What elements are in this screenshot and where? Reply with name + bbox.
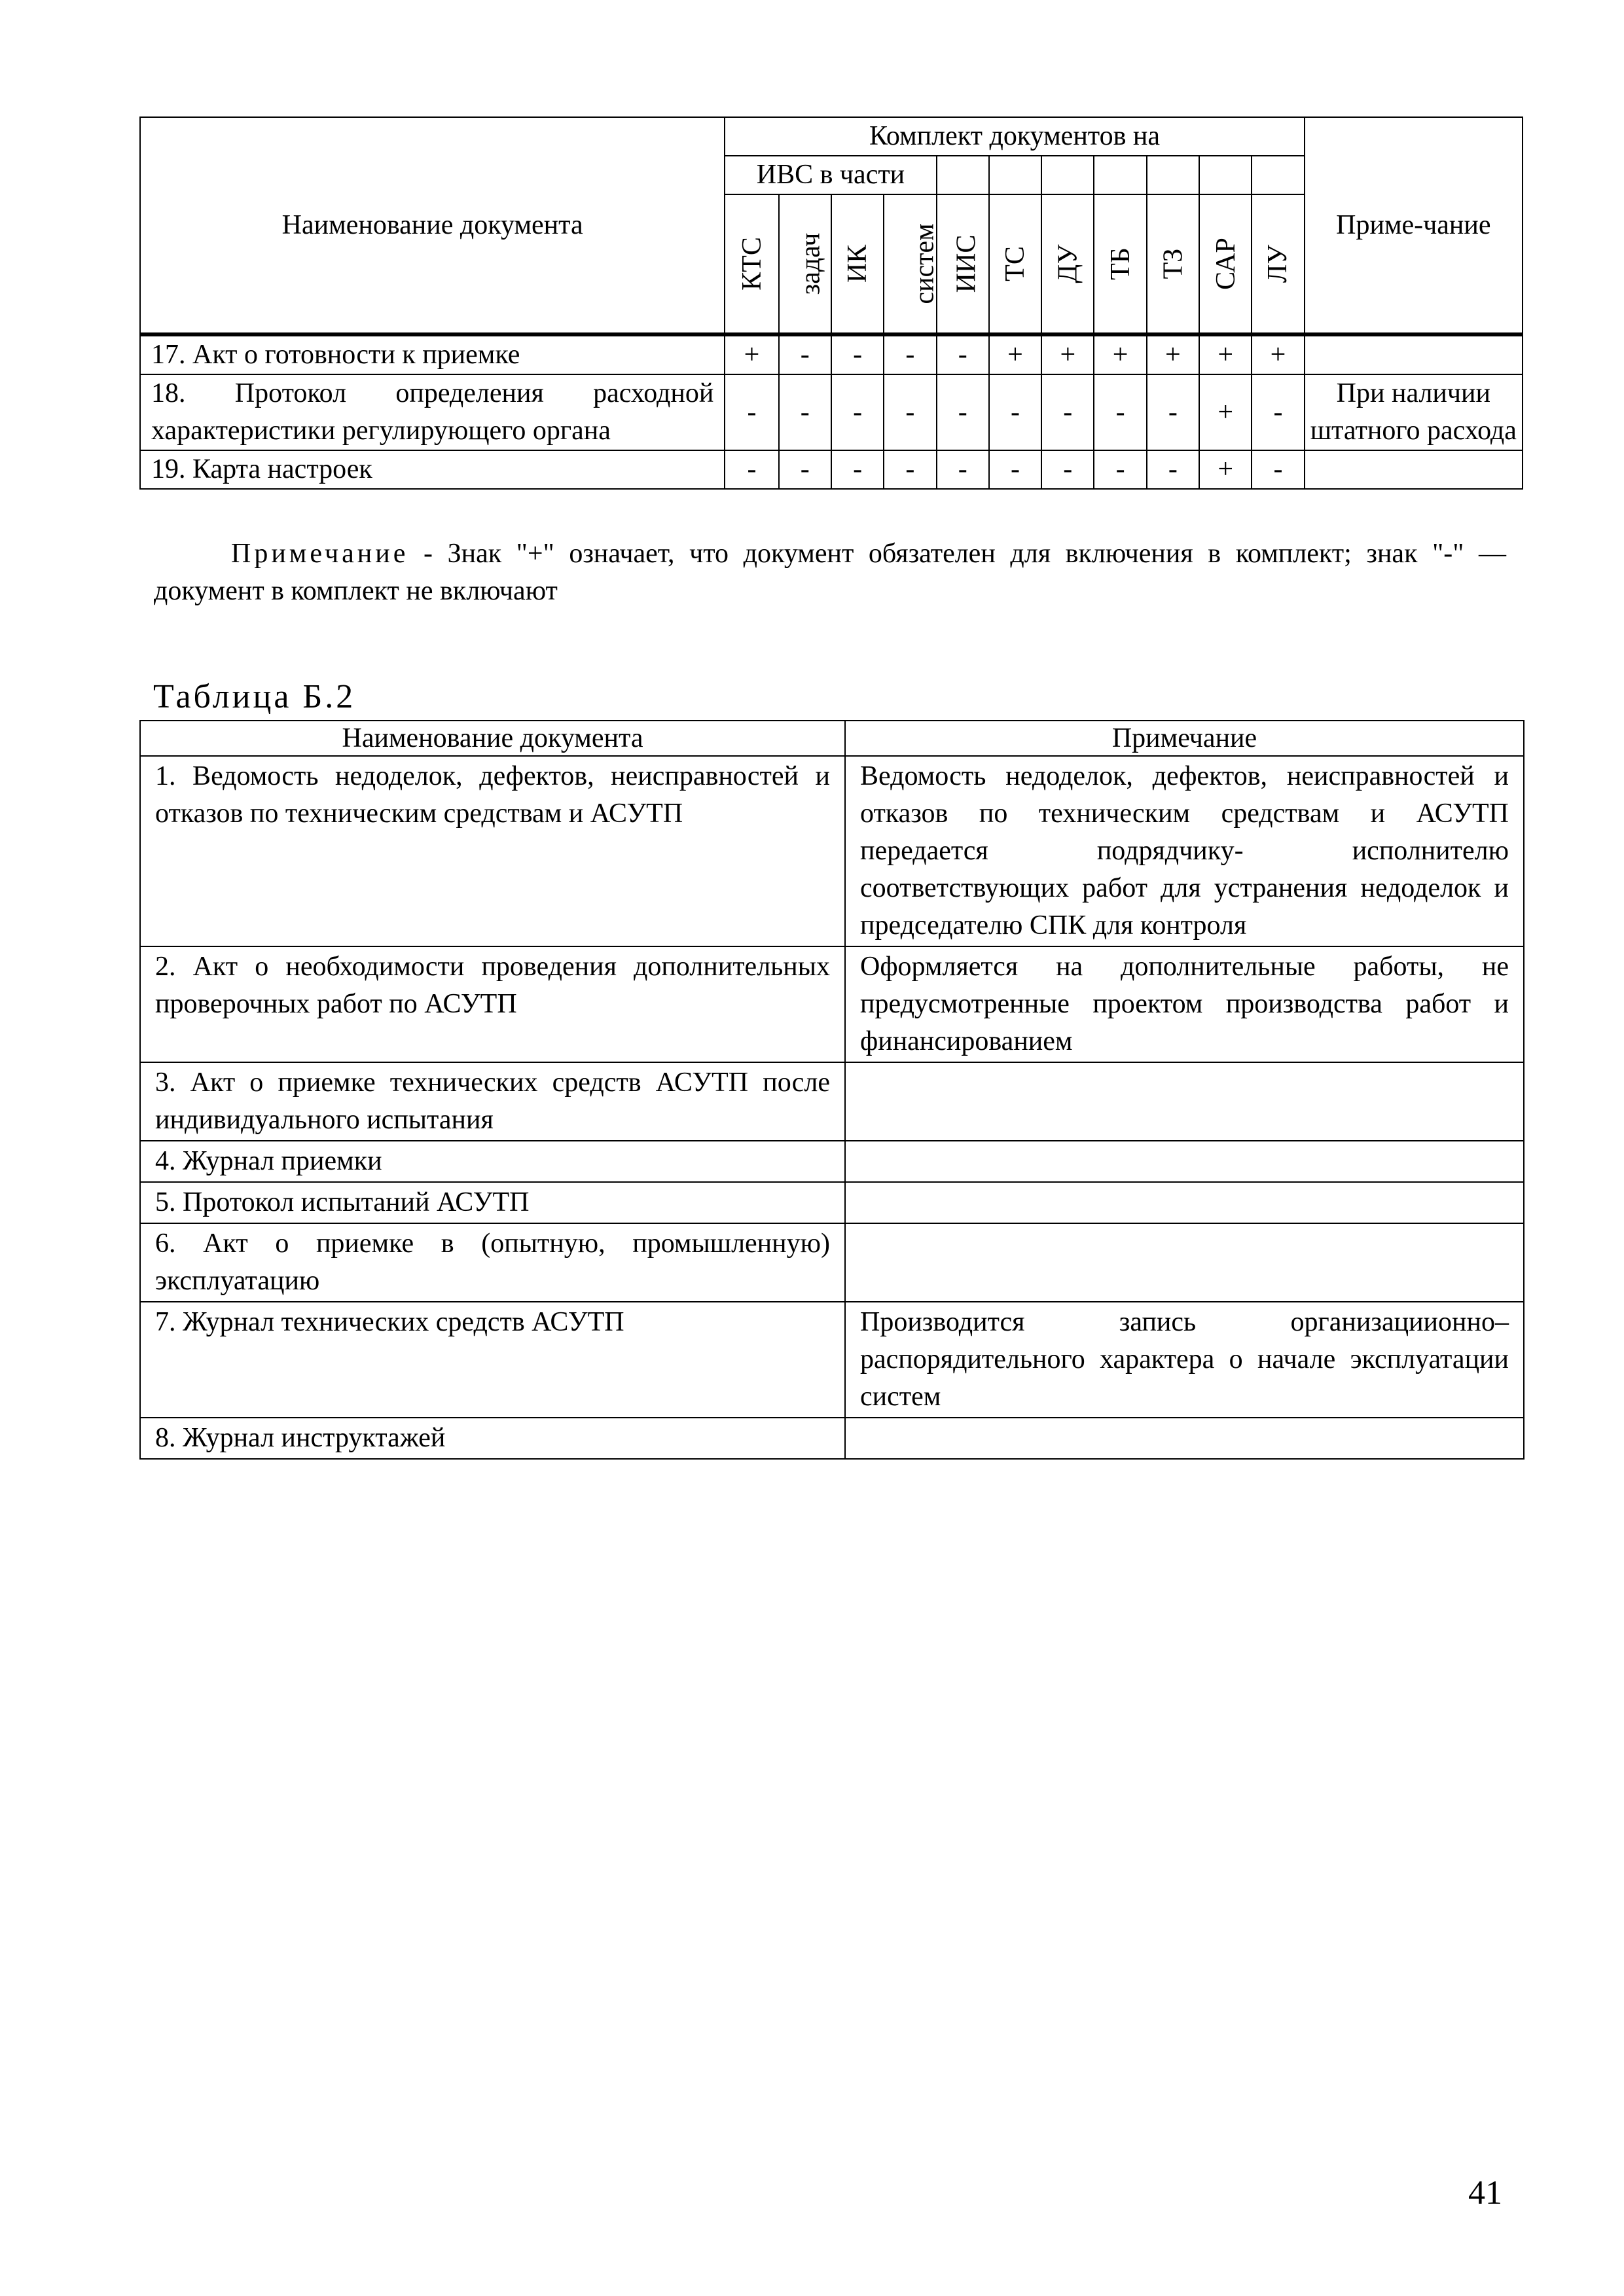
row-note: При наличии штатного расхода <box>1305 374 1523 450</box>
header-empty-cell <box>1094 156 1146 194</box>
row-mark: - <box>1041 450 1094 489</box>
row-mark: - <box>779 334 831 374</box>
row-note <box>1305 334 1523 374</box>
row-mark: + <box>1041 334 1094 374</box>
row-document-name: 5. Протокол испытаний АСУТП <box>140 1182 845 1223</box>
row-mark: - <box>779 374 831 450</box>
row-mark: - <box>831 450 884 489</box>
table-b1 <box>139 117 1523 490</box>
row-mark: - <box>1252 450 1304 489</box>
row-document-name: 4. Журнал приемки <box>140 1141 845 1182</box>
column-header: ЛУ <box>1252 194 1304 334</box>
column-header: САР <box>1199 194 1252 334</box>
row-mark: + <box>1147 334 1199 374</box>
row-note <box>1305 450 1523 489</box>
row-mark: - <box>989 450 1041 489</box>
row-mark: - <box>989 374 1041 450</box>
table-row <box>140 756 1524 946</box>
note-label: Примечание <box>231 539 409 569</box>
column-header: ТБ <box>1094 194 1146 334</box>
table-caption: Таблица Б.2 <box>153 678 356 715</box>
row-mark: - <box>937 450 989 489</box>
row-document-name: 17. Акт о готовности к приемке <box>140 334 725 374</box>
column-header: систем <box>884 194 936 334</box>
row-mark: - <box>884 374 936 450</box>
row-mark: + <box>1094 334 1146 374</box>
row-mark: - <box>1041 374 1094 450</box>
row-mark: + <box>1199 334 1252 374</box>
row-mark: - <box>1147 450 1199 489</box>
column-header-document: Наименование документа <box>140 721 845 756</box>
table-note <box>154 535 1506 610</box>
row-mark: - <box>884 450 936 489</box>
table-row <box>140 1182 1524 1223</box>
row-note <box>845 1062 1524 1141</box>
table-row <box>140 1418 1524 1459</box>
row-document-name: 8. Журнал инструктажей <box>140 1418 845 1459</box>
row-mark: - <box>831 334 884 374</box>
row-mark: + <box>1199 374 1252 450</box>
row-mark: - <box>725 374 778 450</box>
table-row <box>140 1062 1524 1141</box>
row-note: Производится запись организациионно–распорядительного характера о начале эксплуатации систем <box>845 1302 1524 1418</box>
row-document-name: 1. Ведомость недоделок, дефектов, неисправностей и отказов по техническим средствам и АСУТП <box>140 756 845 946</box>
row-mark: - <box>1094 374 1146 450</box>
row-document-name: 18. Протокол определения расходной характеристики регулирующего органа <box>140 374 725 450</box>
page-number: 41 <box>1468 2174 1502 2212</box>
row-note: Ведомость недоделок, дефектов, неисправностей и отказов по техническим средствам и АСУТП передается подрядчику- исполнителю соответствующих работ для устранения недоделок и председателю СПК для контроля <box>845 756 1524 946</box>
table-header-row <box>140 721 1524 756</box>
row-note <box>845 1418 1524 1459</box>
table-row <box>140 1302 1524 1418</box>
row-note: Оформляется на дополнительные работы, не предусмотренные проектом производства работ и финансированием <box>845 946 1524 1062</box>
row-document-name: 19. Карта настроек <box>140 450 725 489</box>
header-empty-cell <box>989 156 1041 194</box>
header-empty-cell <box>1041 156 1094 194</box>
row-mark: + <box>1252 334 1304 374</box>
table-b2 <box>139 720 1525 1460</box>
header-set-title: Комплект документов на <box>725 117 1304 156</box>
table-row <box>140 1223 1524 1302</box>
table-row <box>140 374 1523 450</box>
row-document-name: 6. Акт о приемке в (опытную, промышленную) эксплуатацию <box>140 1223 845 1302</box>
header-empty-cell <box>1199 156 1252 194</box>
header-empty-cell <box>1252 156 1304 194</box>
row-note <box>845 1182 1524 1223</box>
row-document-name: 3. Акт о приемке технических средств АСУТП после индивидуального испытания <box>140 1062 845 1141</box>
row-note <box>845 1141 1524 1182</box>
table-row <box>140 1141 1524 1182</box>
column-header: КТС <box>725 194 778 334</box>
row-document-name: 2. Акт о необходимости проведения дополнительных проверочных работ по АСУТП <box>140 946 845 1062</box>
table-row <box>140 334 1523 374</box>
row-mark: - <box>884 334 936 374</box>
column-header: ИК <box>831 194 884 334</box>
row-mark: - <box>937 334 989 374</box>
header-empty-cell <box>1147 156 1199 194</box>
column-header: ТЗ <box>1147 194 1199 334</box>
header-empty-cell <box>937 156 989 194</box>
row-mark: + <box>725 334 778 374</box>
header-document-name: Наименование документа <box>140 117 725 334</box>
column-header: ИИС <box>937 194 989 334</box>
table-row <box>140 946 1524 1062</box>
row-mark: + <box>989 334 1041 374</box>
row-mark: - <box>1147 374 1199 450</box>
note-text: - Знак "+" означает, что документ обязателен для включения в комплект; знак "-" — документ в комплект не включают <box>154 539 1506 606</box>
row-mark: - <box>725 450 778 489</box>
row-note <box>845 1223 1524 1302</box>
row-mark: - <box>1252 374 1304 450</box>
column-header: задач <box>779 194 831 334</box>
row-document-name: 7. Журнал технических средств АСУТП <box>140 1302 845 1418</box>
row-mark: - <box>937 374 989 450</box>
header-note: Приме-чание <box>1305 117 1523 334</box>
header-ivs-part: ИВС в части <box>725 156 936 194</box>
column-header: ТС <box>989 194 1041 334</box>
row-mark: - <box>1094 450 1146 489</box>
column-header-note: Примечание <box>845 721 1524 756</box>
row-mark: - <box>831 374 884 450</box>
row-mark: + <box>1199 450 1252 489</box>
column-header: ДУ <box>1041 194 1094 334</box>
table-row <box>140 450 1523 489</box>
row-mark: - <box>779 450 831 489</box>
